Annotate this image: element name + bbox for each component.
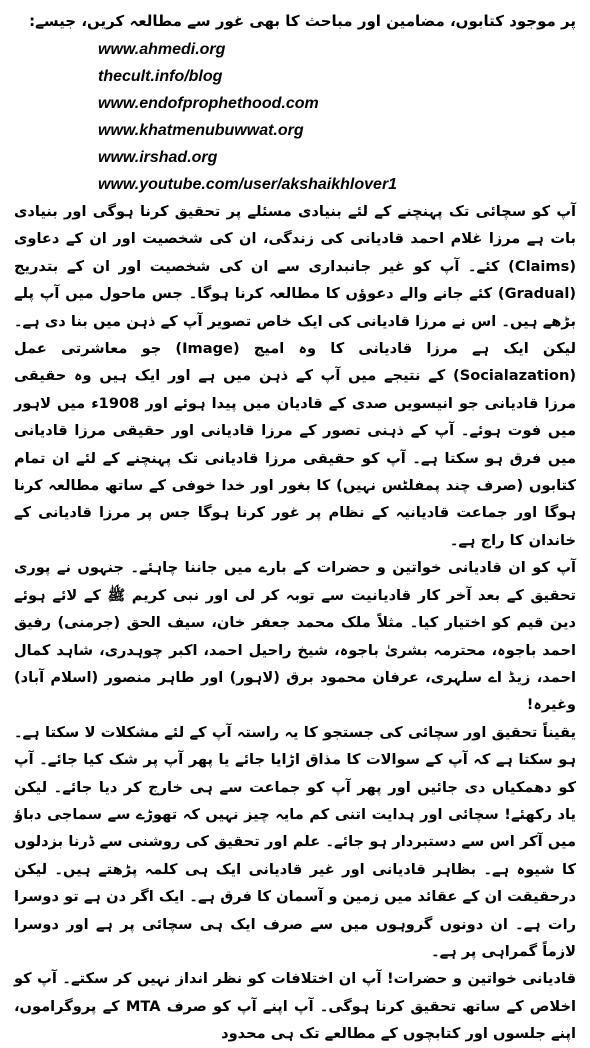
website-link-thecult[interactable]: thecult.info/blog: [98, 68, 223, 85]
website-link-irshad[interactable]: www.irshad.org: [98, 149, 218, 166]
website-item[interactable]: [98, 171, 576, 198]
website-link-khatmenubuwwat[interactable]: www.khatmenubuwwat.org: [98, 122, 304, 139]
website-link-youtube[interactable]: www.youtube.com/user/akshaikhlover1: [98, 176, 398, 193]
website-link-ahmedi[interactable]: www.ahmedi.org: [98, 41, 226, 58]
website-item[interactable]: [98, 90, 576, 117]
paragraph-difficulties: یقیناً تحقیق اور سچائی کی جستجو کا یہ راستہ آپ کے لئے مشکلات لا سکتا ہے۔ ہو سکتا ہے کہ آپ کے سوالات کا مذاق اڑایا جائے یا پھر آپ پر شک کیا جائے۔ آپ کو دھمکیاں دی جائیں اور پھر آپ کو جماعت سے ہی خارج کر دیا جائے۔ لیکن یاد رکھئے! سچائی اور ہدایت اتنی کم مایہ چیز نہیں کہ تھوڑے سے سماجی دباؤ میں آکر اس سے دستبردار ہو جائے۔ علم اور تحقیق کی روشنی سے ڈرنا بزدلوں کا شیوہ ہے۔ بظاہر قادیانی اور غیر قادیانی ایک ہی کلمہ پڑھتے ہیں۔ لیکن درحقیقت ان کے عقائد میں زمین و آسمان کا فرق ہے۔ ایک اگر دن ہے تو دوسرا رات ہے۔ ان دونوں گروہوں میں سے صرف ایک ہی سچائی پر ہے اور دوسرا لازماً گمراہی پر ہے۔: [14, 723, 576, 960]
paragraph-converts: آپ کو ان قادیانی خواتین و حضرات کے بارے میں جاننا چاہئے۔ جنہوں نے پوری تحقیق کے بعد آخر کار قادیانیت سے توبہ کر لی اور نبی کریم ﷺ کے لائے ہوئے دین قیم کو اختیار کیا۔ مثلاً ملک محمد جعفر خان، سیف الحق (جرمنی) رفیق احمد باجوہ، محترمہ بشریٰ باجوہ، شیخ راحیل احمد، اکبر چوہدری، شاہد کمال احمد، زیڈ اے سلہری، عرفان محمود برق (لاہور) اور طاہر منصور (اسلام آباد) وغیرہ!: [14, 559, 576, 714]
paragraph-research: آپ کو سچائی تک پہنچنے کے لئے بنیادی مسئلے پر تحقیق کرنا ہوگی اور بنیادی بات ہے مرزا غلام احمد قادیانی کی زندگی، ان کی شخصیت اور ان کے دعاوی (Claims) کئے۔ آپ کو غیر جانبداری سے ان کی شخصیت اور ان کے بتدریج (Gradual) کئے جانے والے دعوؤں کا مطالعہ کرنا ہوگا۔ جس ماحول میں آپ پلے بڑھے ہیں۔ اس نے مرزا قادیانی کی ایک خاص تصویر آپ کے ذہن میں بنا دی ہے۔ لیکن ایک ہے مرزا قادیانی کا وہ امیج (Image) جو معاشرتی عمل (Socialazation) کے نتیجے میں آپ کے ذہن میں ہے اور ایک ہیں وہ حقیقی مرزا قادیانی جو انیسویں صدی کے قادیان میں پیدا ہوئے اور 1908ء میں لاہور میں فوت ہوئے۔ آپ کے ذہنی تصور کے مرزا قادیانی اور حقیقی مرزا قادیانی میں فرق ہو سکتا ہے۔ آپ کو حقیقی مرزا قادیانی تک پہنچنے کے لئے ان تمام کتابوں (صرف چند پمفلٹس نہیں) کا بغور اور خدا خوفی کے ساتھ مطالعہ کرنا ہوگا اور جماعت قادیانیہ کے نظام پر غور کرنا ہوگا جس پر مرزا قادیانی کے خاندان کا راج ہے۔: [14, 203, 576, 549]
website-link-endofprophethood[interactable]: www.endofprophethood.com: [98, 95, 319, 112]
paragraph-appeal: قادیانی خواتین و حضرات! آپ ان اختلافات کو نظر انداز نہیں کر سکتے۔ آپ کو اخلاص کے ساتھ تحقیق کرنا ہوگی۔ آپ اپنے آپ کو صرف MTA کے پروگراموں، اپنے جلسوں اور کتابچوں کے مطالعے تک ہی محدود: [14, 970, 576, 1043]
website-item[interactable]: [98, 117, 576, 144]
website-item[interactable]: [98, 144, 576, 171]
website-list: [98, 36, 576, 198]
website-item[interactable]: [98, 36, 576, 63]
intro-line: پر موجود کتابوں، مضامین اور مباحث کا بھی غور سے مطالعہ کریں، جیسے:: [29, 12, 576, 30]
website-item[interactable]: [98, 63, 576, 90]
